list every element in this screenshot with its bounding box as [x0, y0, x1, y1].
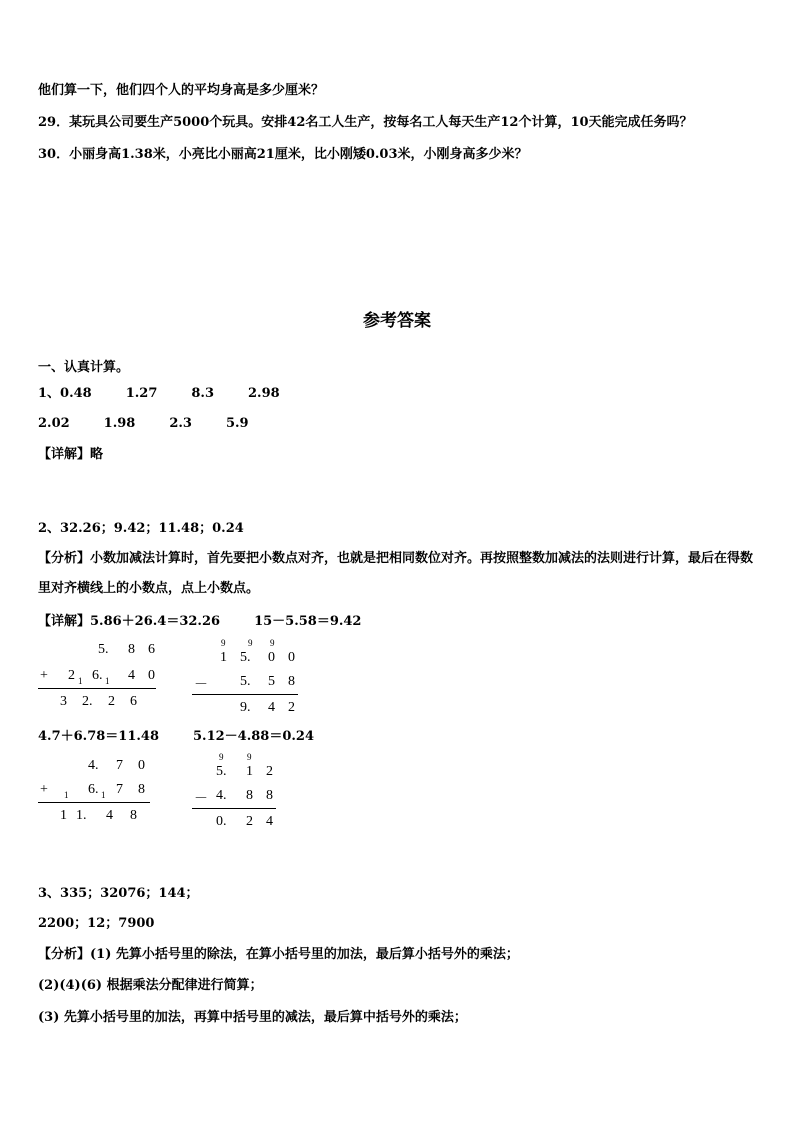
calc-digit: 4.: [216, 788, 227, 803]
carry-digit: 1: [78, 676, 83, 686]
borrow-mark: 9: [247, 752, 252, 762]
calc-digit: 0: [288, 650, 295, 665]
calc-digit: 7: [116, 758, 123, 773]
answer-2-detail-line-2: [38, 729, 314, 745]
plus-operator: +: [40, 782, 48, 797]
calc-digit: 4: [268, 700, 275, 715]
calc-digit: 9.: [240, 700, 251, 715]
calc-digit: 0: [138, 758, 145, 773]
calc-digit: 0: [148, 668, 155, 683]
answer-1-row-1: [38, 386, 280, 402]
answer-3-line-1: 3、335；32076；144；: [38, 886, 199, 901]
calc-underline: [192, 808, 276, 809]
answer-value: 2.02: [38, 416, 70, 431]
detail-label: 【详解】: [38, 447, 91, 462]
calc-digit: 8: [128, 642, 135, 657]
answer-2-detail-line-1: [38, 614, 361, 630]
carry-digit: 1: [105, 676, 110, 686]
borrow-mark: 9: [221, 638, 226, 648]
answer-3-analysis-1: [38, 947, 519, 963]
calc-digit: 4.: [88, 758, 99, 773]
calc-digit: 8: [130, 808, 137, 823]
vertical-calc-1: [38, 640, 158, 710]
vertical-calc-4: [192, 752, 312, 829]
calc-digit: 1: [220, 650, 227, 665]
question-28-tail: 他们算一下，他们四个人的平均身高是多少厘米？: [38, 83, 325, 98]
calc-digit: 1: [246, 764, 253, 779]
calc-digit: 0: [268, 650, 275, 665]
calc-underline: [192, 694, 298, 695]
answer-3-analysis-3: (3) 先算小括号里的加法，再算中括号里的减法，最后算中括号外的乘法；: [38, 1010, 467, 1025]
borrow-mark: 9: [248, 638, 253, 648]
answer-value: 1.27: [125, 386, 158, 401]
calc-digit: 8: [288, 674, 295, 689]
calc-underline: [38, 802, 150, 803]
answer-value: 1.98: [103, 416, 136, 431]
calc-digit: 3: [60, 694, 67, 709]
calc-underline: [38, 688, 156, 689]
answer-3-analysis-2: (2)(4)(6) 根据乘法分配律进行简算；: [38, 978, 263, 993]
equation-2: 15－5.58＝9.42: [254, 614, 362, 629]
calc-digit: 5: [268, 674, 275, 689]
equation-3: 4.7＋6.78＝11.48: [38, 729, 159, 744]
analysis-label: 【分析】: [38, 947, 91, 962]
vertical-calc-2: [192, 638, 312, 715]
answer-value: 2.98: [248, 386, 280, 401]
calc-digit: 4: [128, 668, 135, 683]
calc-digit: 2.: [82, 694, 93, 709]
calc-digit: 6.: [88, 782, 99, 797]
calc-digit: 7: [116, 782, 123, 797]
plus-operator: +: [40, 668, 48, 683]
answer-2-analysis: [38, 544, 758, 604]
calc-digit: 2: [266, 764, 273, 779]
analysis-text: 小数加减法计算时，首先要把小数点对齐，也就是把相同数位对齐。再按照整数加减法的法则进行计算，最后在得数里对齐横线上的小数点，点上小数点。: [38, 551, 754, 596]
calc-digit: 4: [266, 814, 273, 829]
calc-digit: 2: [108, 694, 115, 709]
calc-digit: 5.: [240, 674, 251, 689]
detail-text: 略: [90, 447, 104, 462]
answer-value: 0.48: [60, 386, 92, 401]
equation-1: 5.86＋26.4＝32.26: [90, 614, 221, 629]
calc-digit: 5.: [240, 650, 251, 665]
calc-digit: 8: [246, 788, 253, 803]
answer-value: 5.9: [225, 416, 249, 431]
carry-digit: 1: [101, 790, 106, 800]
answer-1-detail: [38, 447, 103, 463]
calc-digit: 0.: [216, 814, 227, 829]
section-1-heading: 一、认真计算。: [38, 360, 130, 375]
calc-digit: 5.: [98, 642, 109, 657]
calc-digit: 8: [138, 782, 145, 797]
calc-digit: 6: [130, 694, 137, 709]
borrow-mark: 9: [219, 752, 224, 762]
calc-digit: 2: [246, 814, 253, 829]
question-30: 30．小丽身高1.38米，小亮比小丽高21厘米，比小刚矮0.03米，小刚身高多少米？: [38, 147, 528, 162]
calc-digit: 1.: [76, 808, 87, 823]
answer-3-line-2: 2200；12；7900: [38, 916, 155, 931]
calc-digit: 5.: [216, 764, 227, 779]
calc-digit: 2: [68, 668, 75, 683]
vertical-calc-3: [38, 756, 158, 826]
answer-value: 8.3: [191, 386, 215, 401]
detail-label: 【详解】: [38, 614, 91, 629]
minus-operator: －: [194, 678, 208, 693]
calc-digit: 6.: [92, 668, 103, 683]
answer-2-line: 2、32.26；9.42；11.48；0.24: [38, 521, 244, 536]
carry-digit: 1: [64, 790, 69, 800]
minus-operator: －: [194, 792, 208, 807]
question-29: 29．某玩具公司要生产5000个玩具。安排42名工人生产，按每名工人每天生产12个计算，10天能完成任务吗？: [38, 115, 693, 130]
calc-digit: 1: [60, 808, 67, 823]
answer-value: 2.3: [169, 416, 192, 431]
answer-1-label: 1、: [38, 386, 61, 401]
answers-title: 参考答案: [363, 311, 431, 331]
analysis-text: (1) 先算小括号里的除法，在算小括号里的加法，最后算小括号外的乘法；: [90, 947, 519, 962]
calc-digit: 2: [288, 700, 295, 715]
answer-1-row-2: [38, 416, 249, 432]
calc-digit: 4: [106, 808, 113, 823]
calc-digit: 8: [266, 788, 273, 803]
equation-4: 5.12－4.88＝0.24: [193, 729, 314, 744]
calc-digit: 6: [148, 642, 155, 657]
borrow-mark: 9: [270, 638, 275, 648]
analysis-label: 【分析】: [38, 551, 91, 566]
